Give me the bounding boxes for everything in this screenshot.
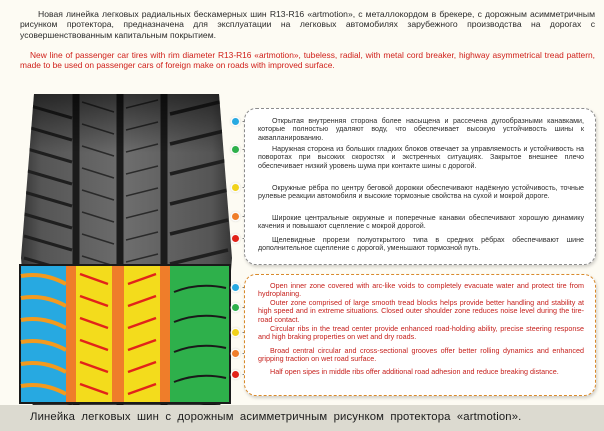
intro-english: New line of passenger car tires with rim diameter R13-R16 «artmotion», tubeless, radial, with metal cord breaker, highway asymmetrical tread pattern, made to be used on passenger cars of foreign make on roads with improved surface. — [20, 50, 595, 71]
marker-dot-red — [232, 371, 239, 378]
features-panel-english — [244, 274, 596, 396]
marker-dot-blue — [232, 118, 239, 125]
feature-text-grooves: Broad central circular and cross-sectional grooves offer better rolling dynamics and enhanced gripping traction on wet road surface. — [258, 346, 584, 364]
marker-dot-yellow — [232, 329, 239, 336]
feature-text-center-ribs: Circular ribs in the tread center provide enhanced road-holding ability, precise steering response and high braking properties on wet and dry roads. — [258, 324, 584, 342]
caption-bar — [0, 405, 604, 431]
marker-dot-yellow — [232, 184, 239, 191]
marker-dot-orange — [232, 350, 239, 357]
feature-text-center-ribs: Окружные рёбра по центру беговой дорожки обеспечивают надёжную устойчивость, точные рулевые реакции автомобиля и высокие тормозные свойства на сухой и мокрой дороге. — [258, 184, 584, 201]
marker-dot-orange — [232, 213, 239, 220]
feature-text-sipes: Half open sipes in middle ribs offer additional road adhesion and reduce breaking distance. — [270, 367, 559, 376]
marker-dot-green — [232, 146, 239, 153]
feature-text-grooves: Широкие центральные окружные и поперечные канавки обеспечивают хорошую динамику качения и повышают сцепление с мокрой дорогой. — [258, 214, 584, 231]
marker-dot-red — [232, 235, 239, 242]
features-panel-russian — [244, 108, 596, 265]
feature-text-outer-zone: Outer zone comprised of large smooth tread blocks helps provide better handling and stability at high speed and in extreme situations. Closed outer shoulder zone reduces noise level during the tire-road contact. — [258, 298, 584, 324]
marker-dot-green — [232, 304, 239, 311]
feature-text-inner-zone: Open inner zone covered with arc-like voids to completely evacuate water and protect tire from hydroplaning. — [258, 281, 584, 299]
feature-text-inner-zone: Открытая внутренняя сторона более насыщена и рассечена дугообразными канавками, которые полностью удаляют воду, что обеспечивает высокую устойчивость шины к аквапланированию. — [258, 117, 584, 142]
marker-dot-blue — [232, 284, 239, 291]
intro-russian: Новая линейка легковых радиальных бескамерных шин R13-R16 «artmotion», с металлокордом в брекере, с дорожным асимметричным рисунком протектора, предназначена для эксплуатации на легковых автомобилях зарубежного производства на дорогах с усовершенствованным капитальным покрытием. — [20, 9, 595, 40]
tread-zone-color-overlay — [19, 264, 231, 404]
feature-text-outer-zone: Наружная сторона из больших гладких блоков отвечает за управляемость и устойчивость на поворотах при высоких скоростях и экстренных ситуациях. Закрытое внешнее плечо обеспечивает низкий уровень шума при контакте шины с дорогой. — [258, 145, 584, 170]
caption-text: Линейка легковых шин с дорожным асимметричным рисунком протектора «artmotion». — [30, 411, 522, 423]
feature-text-sipes: Щелевидные прорези полуоткрытого типа в средних рёбрах обеспечивают шине дополнительное сцепление с дорогой, уменьшают тормозной путь. — [258, 236, 584, 253]
tire-tread-illustration — [14, 94, 239, 422]
